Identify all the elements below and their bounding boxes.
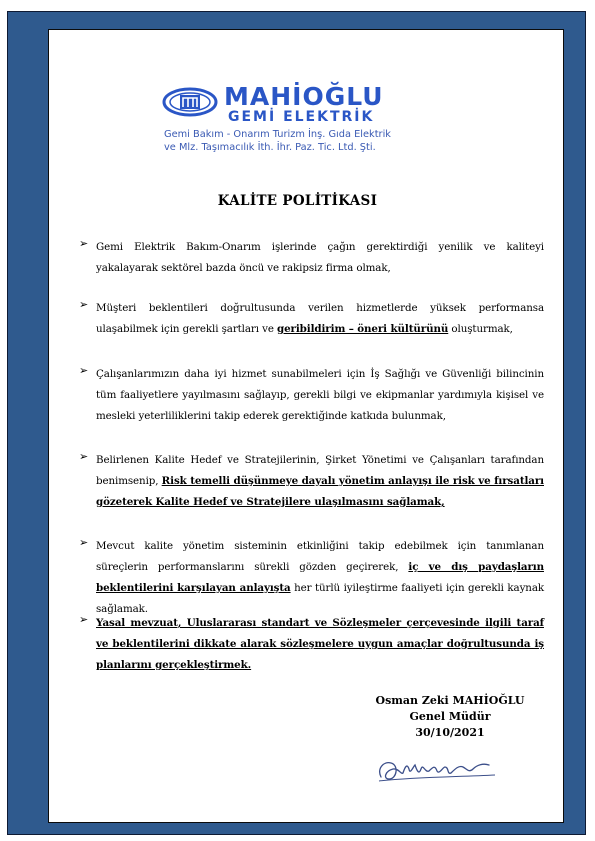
- signatory-name: Osman Zeki MAHİOĞLU: [375, 694, 525, 707]
- arrow-bullet-icon: ➢: [79, 450, 89, 463]
- arrow-bullet-icon: ➢: [79, 613, 89, 626]
- arrow-bullet-icon: ➢: [79, 536, 89, 549]
- logo-company-name: MAHİOĞLU: [224, 82, 384, 111]
- handwritten-signature: [375, 755, 500, 785]
- policy-item-emphasis: geribildirim – öneri kültürünü: [276, 323, 449, 335]
- document-title: KALİTE POLİTİKASI: [217, 193, 378, 209]
- arrow-bullet-icon: ➢: [79, 237, 89, 250]
- policy-item-text: Mevcut kalite yönetim sisteminin etkinliğini takip edebilmek için tanımlanan süreçlerin performanslarını sürekli gözden geçirerek, iç ve dış paydaşların beklentilerini karşılayan anlayışta her türlü iyileştirme faaliyeti için gerekli kaynak sağlamak.: [96, 540, 544, 615]
- signature-date: 30/10/2021: [415, 726, 485, 739]
- arrow-bullet-icon: ➢: [79, 298, 89, 311]
- company-logo: [162, 82, 447, 166]
- policy-item-6: [79, 613, 544, 676]
- policy-item-emphasis: iç ve dış paydaşların beklentilerini karşılayan anlayışta: [96, 561, 544, 594]
- policy-item-text: Gemi Elektrik Bakım-Onarım işlerinde çağın gerektirdiği yenilik ve kaliteyi yakalayarak sektörel bazda öncü ve rakipsiz firma olmak,: [96, 241, 544, 274]
- logo-description-line-1: Gemi Bakım - Onarım Turizm İnş. Gıda Elektrik: [164, 129, 391, 140]
- policy-item-emphasis: Risk temelli düşünmeye dayalı yönetim anlayışı ile risk ve fırsatları gözeterek Kalite Hedef ve Stratejilere ulaşılmasını sağlamak,: [96, 475, 544, 508]
- policy-item-emphasis: Yasal mevzuat, Uluslararası standart ve Sözleşmeler çerçevesinde ilgili taraf ve beklentilerini dikkate alarak sözleşmelere uygun amaçlar doğrultusunda iş planlarını gerçekleştirmek.: [96, 617, 544, 671]
- policy-item-text: Müşteri beklentileri doğrultusunda verilen hizmetlerde yüksek performansa ulaşabilmek için gerekli şartları ve geribildirim – öneri kültürünü oluşturmak,: [96, 302, 544, 335]
- policy-item-1: [79, 237, 544, 279]
- signature-block: [370, 693, 530, 741]
- policy-item-text: [96, 613, 544, 676]
- logo-company-subtitle: GEMİ ELEKTRİK: [228, 109, 375, 125]
- policy-item-4: [79, 450, 544, 513]
- policy-item-5: [79, 536, 544, 620]
- policy-item-2: [79, 298, 544, 340]
- policy-item-text: Çalışanlarımızın daha iyi hizmet sunabilmeleri için İş Sağlığı ve Güvenliği bilincinin tüm faaliyetlere yayılmasını sağlayıp, gerekli bilgi ve ekipmanlar yardımıyla kişisel ve mesleki yeterliliklerini takip ederek gerektiğinde katkıda bulunmak,: [96, 368, 544, 422]
- logo-description-line-2: ve Mlz. Taşımacılık İth. İhr. Paz. Tic. Ltd. Şti.: [164, 142, 376, 153]
- mahioglu-logo-mark-icon: [162, 87, 218, 117]
- policy-item-text: Belirlenen Kalite Hedef ve Stratejilerinin, Şirket Yönetimi ve Çalışanları tarafından benimsenip, Risk temelli düşünmeye dayalı yönetim anlayışı ile risk ve fırsatları gözeterek Kalite Hedef ve Stratejilere ulaşılmasını sağlamak,: [96, 454, 544, 508]
- policy-item-3: [79, 364, 544, 427]
- arrow-bullet-icon: ➢: [79, 364, 89, 377]
- signatory-role: Genel Müdür: [409, 710, 491, 723]
